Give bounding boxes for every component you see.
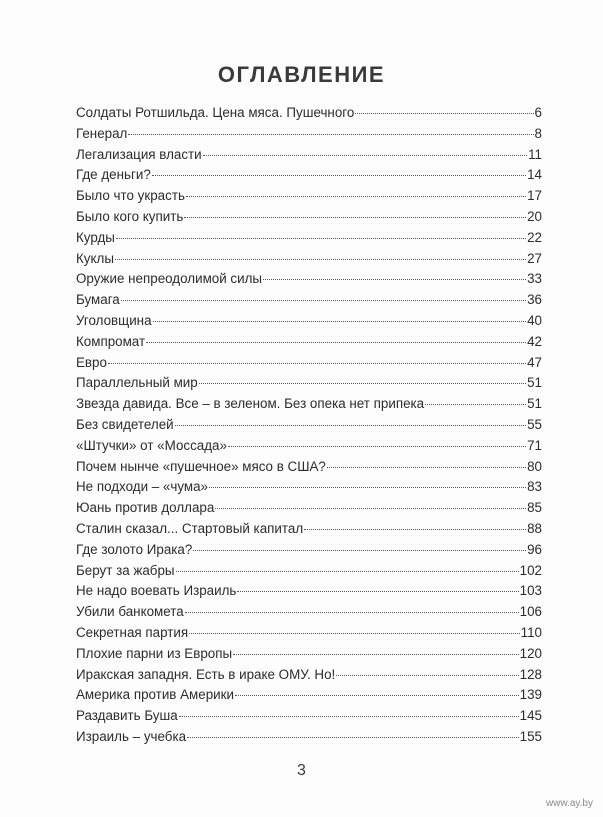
dot-leader [189,633,520,634]
toc-entry-title: Было что украсть [76,188,185,204]
toc-entry-page: 47 [527,354,542,370]
toc-entry [76,394,542,415]
toc-entry-title: Уголовщина [76,312,152,328]
toc-entry [76,581,542,602]
dot-leader [203,155,527,156]
toc-entry-page: 40 [527,312,542,328]
toc-entry [76,332,542,353]
toc-entry-title: Не надо воевать Израиль [76,583,237,599]
toc-entry-page: 27 [527,250,542,266]
toc-entry [76,644,542,665]
toc-entry [76,165,542,186]
toc-entry-page: 51 [527,396,542,412]
dot-leader [176,571,519,572]
toc-entry-page: 80 [527,458,542,474]
dot-leader [235,695,519,696]
toc-entry-page: 6 [534,105,542,120]
toc-entry [76,228,542,249]
toc-entry-page: 145 [519,708,542,724]
toc-entry [76,623,542,644]
toc-entry-title: Евро [76,354,107,370]
dot-leader [263,279,526,280]
dot-leader [175,425,526,426]
dot-leader [304,529,526,530]
toc-entry-page: 33 [527,271,542,287]
toc-entry-title: Звезда давида. Все – в зеленом. Без опека нет припека [76,396,425,412]
toc-entry [76,373,542,394]
toc-entry-title: Без свидетелей [76,416,174,432]
toc-entry-page: 11 [528,146,542,162]
toc-entry [76,249,542,270]
toc-entry-title: Было кого купить [76,208,184,224]
watermark: www.ay.by [545,798,593,809]
toc-entry-page: 88 [527,520,542,536]
toc-entry-page: 155 [519,728,542,744]
toc-entry-title: Компромат [76,333,146,349]
dot-leader [153,321,527,322]
toc-entry-page: 120 [519,645,542,661]
page-number: 3 [297,762,306,779]
dot-leader [355,113,533,114]
toc-entry-page: 42 [527,333,542,349]
toc-entry-title: Плохие парни из Европы [76,645,233,661]
dot-leader [179,716,519,717]
dot-leader [116,238,526,239]
dot-leader [187,737,519,738]
toc-entry-title: Куклы [76,250,114,266]
toc-entry-page: 20 [527,208,542,224]
toc-entry-page: 36 [527,292,542,308]
toc-entry-page: 96 [527,541,542,557]
toc-entry [76,436,542,457]
toc-entry-title: Где золото Ирака? [76,541,193,557]
toc-entry [76,685,542,706]
toc-entry-title: Раздавить Буша [76,708,178,724]
toc-list [76,103,542,748]
toc-entry [76,602,542,623]
toc-entry [76,145,542,166]
dot-leader [233,654,519,655]
toc-entry [76,706,542,727]
toc-entry-page: 139 [519,687,542,703]
toc-entry-title: Иракская западня. Есть в ираке ОМУ. Но! [76,666,336,682]
toc-entry-page: 22 [527,229,542,245]
toc-entry-page: 55 [527,416,542,432]
toc-entry-title: Легализация власти [76,146,202,162]
dot-leader [115,259,526,260]
toc-entry [76,415,542,436]
toc-entry-page: 8 [534,125,542,141]
dot-leader [336,675,518,676]
toc-entry-page: 51 [527,375,542,391]
dot-leader [121,300,526,301]
dot-leader [209,487,526,488]
dot-leader [184,217,526,218]
toc-entry-page: 17 [527,188,542,204]
toc-entry [76,353,542,374]
dot-leader [228,446,526,447]
toc-entry-title: Америка против Америки [76,687,234,703]
dot-leader [128,134,533,135]
toc-entry-title: Где деньги? [76,167,151,183]
toc-entry-page: 106 [519,604,542,620]
toc-entry [76,561,542,582]
toc-entry-page: 102 [519,562,542,578]
toc-entry [76,519,542,540]
toc-entry-title: Параллельный мир [76,375,198,391]
toc-entry-title: Солдаты Ротшильда. Цена мяса. Пушечного [76,105,355,120]
toc-entry [76,457,542,478]
toc-entry-page: 71 [527,437,542,453]
toc-entry [76,477,542,498]
toc-entry-page: 83 [527,479,542,495]
dot-leader [152,175,526,176]
toc-entry [76,124,542,145]
dot-leader [185,612,519,613]
toc-entry [76,727,542,748]
dot-leader [199,383,526,384]
toc-entry-title: Израиль – учебка [76,728,187,744]
toc-entry-page: 128 [519,666,542,682]
toc-entry-page: 14 [527,167,542,183]
toc-entry-title: Берут за жабры [76,562,175,578]
toc-entry [76,207,542,228]
toc-entry-page: 110 [520,624,542,640]
toc-entry-title: Генерал [76,125,128,141]
toc-entry [76,498,542,519]
toc-entry-title: Убили банкомета [76,604,184,620]
toc-entry [76,269,542,290]
dot-leader [215,508,526,509]
toc-entry [76,540,542,561]
toc-entry-page: 85 [527,500,542,516]
dot-leader [327,467,526,468]
dot-leader [108,363,526,364]
toc-entry-title: Не подходи – «чума» [76,479,209,495]
toc-entry-title: «Штучки» от «Моссада» [76,437,227,453]
dot-leader [186,196,526,197]
toc-entry [76,186,542,207]
toc-entry-title: Оружие непреодолимой силы [76,271,263,287]
dot-leader [237,591,518,592]
toc-entry [76,103,542,124]
toc-entry [76,665,542,686]
toc-entry-title: Секретная партия [76,624,189,640]
dot-leader [193,550,526,551]
dot-leader [425,404,526,405]
toc-entry-title: Юань против доллара [76,500,215,516]
toc-entry [76,311,542,332]
toc-entry-title: Сталин сказал... Стартовый капитал [76,520,304,536]
dot-leader [146,342,526,343]
toc-title: ОГЛАВЛЕНИЕ [217,62,386,87]
toc-entry-title: Почем нынче «пушечное» мясо в США? [76,458,326,474]
toc-entry-title: Бумага [76,292,120,308]
toc-entry [76,290,542,311]
toc-entry-title: Курды [76,229,115,245]
toc-entry-page: 103 [519,583,542,599]
